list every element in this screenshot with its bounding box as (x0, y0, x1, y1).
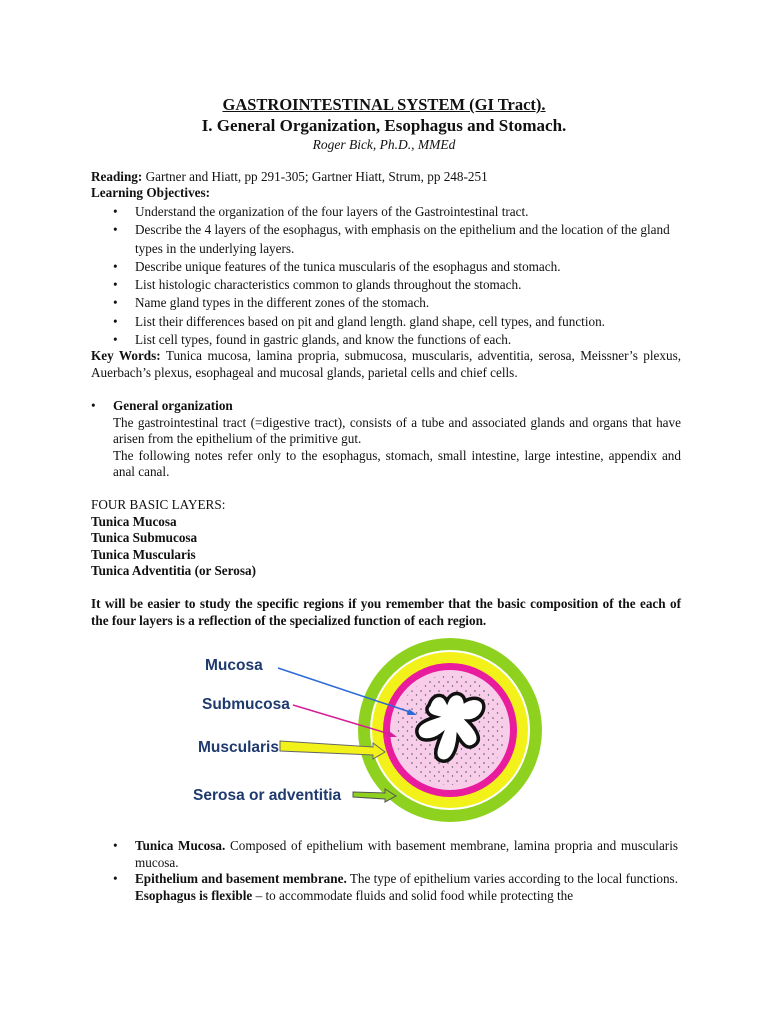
bullet-icon: • (113, 277, 118, 293)
muscularis-label: Muscularis (198, 739, 279, 756)
layer-item: Tunica Mucosa (91, 513, 177, 529)
document-subtitle: I. General Organization, Esophagus and Stomach. (201, 116, 567, 135)
bullet-icon: • (113, 313, 118, 329)
bullet-icon: • (113, 295, 118, 311)
epithelium-text2: – to accommodate fluids and solid food while protecting the (252, 887, 574, 903)
serosa-label: Serosa or adventitia (193, 787, 342, 804)
bullet-icon: • (113, 258, 118, 274)
reading-line (91, 169, 488, 185)
general-heading-row (91, 398, 681, 415)
bullet-icon: • (113, 204, 118, 219)
list-item (113, 838, 678, 871)
list-item (113, 871, 678, 904)
reading-label: Reading: (91, 169, 143, 184)
gi-layers-diagram (185, 635, 555, 825)
bullet-icon: • (113, 222, 118, 238)
keywords-paragraph (91, 348, 681, 381)
layers-section (91, 497, 391, 580)
epithelium-label: Epithelium and basement membrane. (135, 871, 347, 886)
list-item: • Understand the organization of the four layers of the Gastrointestinal tract. (113, 203, 683, 221)
general-heading: General organization (113, 398, 233, 413)
reading-text: Gartner and Hiatt, pp 291-305; Gartner Hiatt, Strum, pp 248-251 (142, 169, 488, 184)
bullet-icon: • (113, 332, 118, 348)
mucosa-label: Mucosa (205, 657, 263, 674)
mucosa-text: Composed of epithelium with basement membrane, lamina propria and muscularis mucosa. (135, 838, 678, 870)
bullet-icon: • (113, 838, 118, 853)
objectives-list (113, 203, 683, 349)
layer-item: Tunica Adventitia (or Serosa) (91, 563, 256, 578)
keywords-text: Tunica mucosa, lamina propria, submucosa, muscularis, adventitia, serosa, Meissner’s plexus, Auerbach’s plexus, esophageal and mucosal glands, parietal cells and chief cells. (91, 348, 681, 380)
document-title: GASTROINTESTINAL SYSTEM (GI Tract). (222, 95, 546, 114)
submucosa-label: Submucosa (202, 696, 290, 713)
list-item: • List cell types, found in gastric glands, and know the functions of each. (113, 331, 683, 349)
bullet-icon: • (91, 398, 96, 413)
author-line: Roger Bick, Ph.D., MMEd (312, 137, 456, 152)
general-p2: The following notes refer only to the esophagus, stomach, small intestine, large intestine, appendix and anal canal. (113, 447, 681, 479)
mucosa-paragraph (113, 838, 678, 904)
layers-heading: FOUR BASIC LAYERS: (91, 497, 226, 512)
layer-item: Tunica Submucosa (91, 530, 198, 545)
bullet-icon: • (113, 871, 118, 886)
general-p1: The gastrointestinal tract (=digestive tract), consists of a tube and associated glands and organs that have arisen from the epithelium of the primitive gut. (113, 414, 681, 446)
epithelium-text1: The type of epithelium varies according to the local functions. (346, 871, 678, 886)
list-item: • Name gland types in the different zones of the stomach. (113, 294, 683, 312)
general-organization-section (91, 398, 681, 481)
objectives-heading: Learning Objectives: (91, 185, 211, 200)
mucosa-label-text: Tunica Mucosa. (135, 838, 226, 853)
study-note: It will be easier to study the specific regions if you remember that the basic composition of the each of the four layers is a reflection of the specialized function of each region. (91, 596, 681, 628)
keywords-label: Key Words: (91, 348, 161, 363)
list-item: • List histologic characteristics common to glands throughout the stomach. (113, 276, 683, 294)
esophagus-label: Esophagus is flexible (135, 887, 253, 903)
layer-item: Tunica Muscularis (91, 546, 196, 562)
list-item: • List their differences based on pit and gland length. gland shape, cell types, and function. (113, 313, 683, 331)
list-item: • Describe unique features of the tunica muscularis of the esophagus and stomach. (113, 258, 683, 276)
list-item: • Describe the 4 layers of the esophagus, with emphasis on the epithelium and the location of the gland types in the underlying layers. (113, 222, 670, 256)
